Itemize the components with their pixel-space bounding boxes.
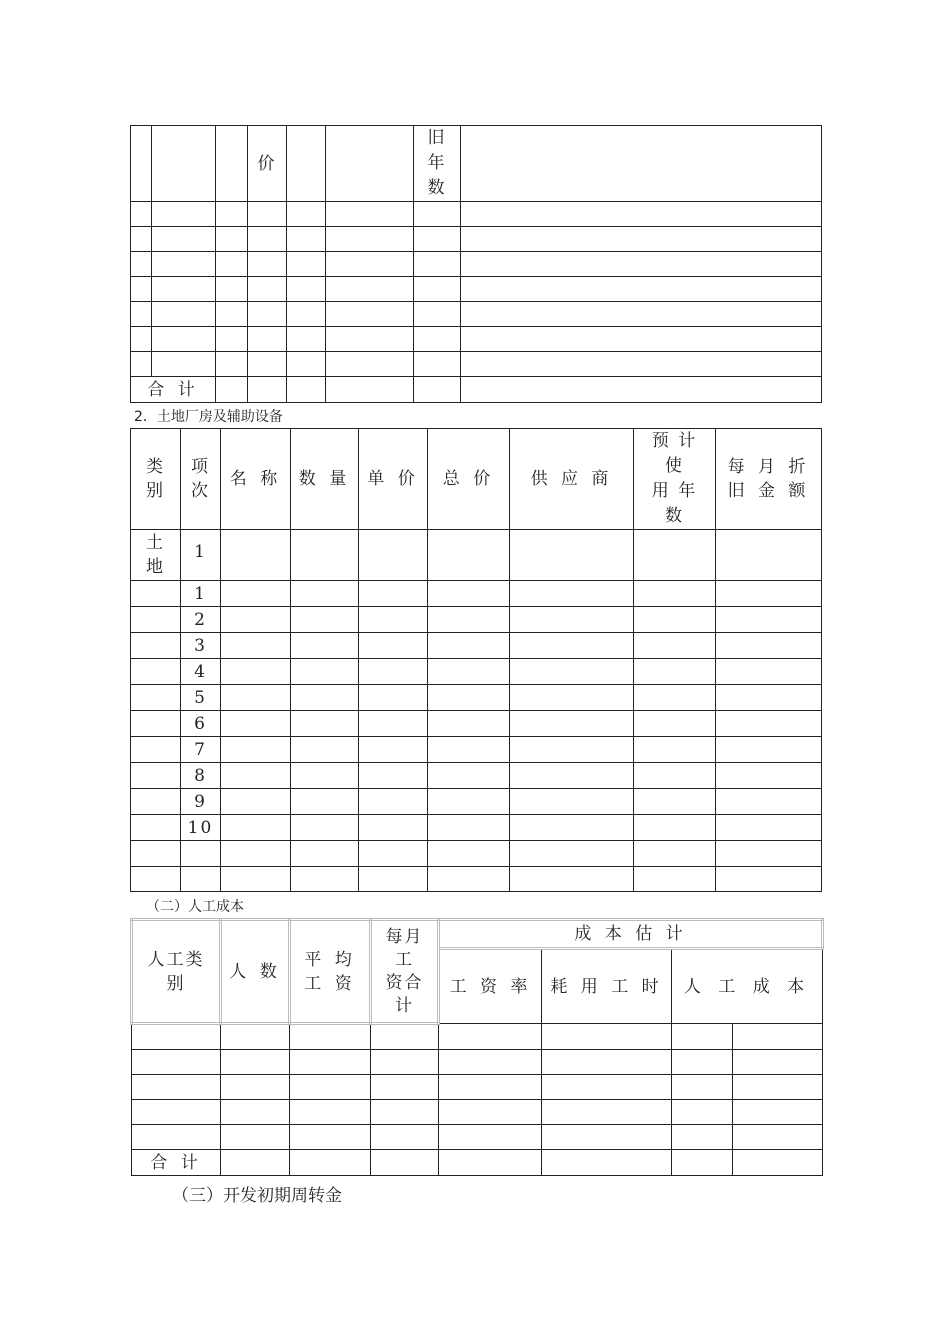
item-no: 9 bbox=[181, 789, 221, 815]
total-label: 合 计 bbox=[131, 377, 216, 403]
land-label: 土 地 bbox=[131, 530, 181, 581]
table-row bbox=[131, 685, 822, 711]
table-row bbox=[131, 841, 822, 867]
header-quantity: 数 量 bbox=[291, 429, 359, 530]
header-supplier: 供 应 商 bbox=[510, 429, 634, 530]
header-labor-category: 人工类 别 bbox=[132, 920, 221, 1024]
table-row bbox=[131, 737, 822, 763]
table-row bbox=[131, 763, 822, 789]
header-category: 类 别 bbox=[131, 429, 181, 530]
table2-header-row bbox=[131, 429, 822, 530]
section-title-labor-cost: （二）人工成本 bbox=[146, 899, 244, 915]
header-name: 名 称 bbox=[221, 429, 291, 530]
table-row bbox=[131, 352, 822, 377]
table-row bbox=[132, 1125, 823, 1150]
table-row bbox=[131, 607, 822, 633]
item-no bbox=[181, 867, 221, 892]
depreciation-table-continued bbox=[130, 125, 822, 403]
table3-total-row bbox=[132, 1150, 823, 1176]
item-no: 5 bbox=[181, 685, 221, 711]
item-no: 6 bbox=[181, 711, 221, 737]
item-no: 1 bbox=[181, 581, 221, 607]
table-row bbox=[132, 1050, 823, 1075]
table1-header-row bbox=[131, 126, 822, 202]
table-row bbox=[131, 202, 822, 227]
table-row bbox=[131, 581, 822, 607]
table-row bbox=[131, 252, 822, 277]
header-monthly-wage-total: 每月 工 资合 计 bbox=[371, 920, 439, 1024]
header-item-no: 项 次 bbox=[181, 429, 221, 530]
header-cost-estimate: 成 本 估 计 bbox=[439, 920, 823, 949]
header-average-wage: 平 均 工 资 bbox=[290, 920, 371, 1024]
header-hours-used: 耗 用 工 时 bbox=[542, 949, 672, 1024]
header-monthly-depreciation: 每 月 折 旧 金 额 bbox=[716, 429, 822, 530]
header-wage-rate: 工 资 率 bbox=[439, 949, 542, 1024]
section-title-working-capital: （三）开发初期周转金 bbox=[172, 1186, 342, 1206]
table-row bbox=[131, 867, 822, 892]
table-row bbox=[131, 227, 822, 252]
dep-years-header: 旧 年 数 bbox=[414, 126, 461, 202]
total-label: 合 计 bbox=[132, 1150, 221, 1176]
section-title-land-buildings: 2．土地厂房及辅助设备 bbox=[134, 409, 283, 425]
table-row bbox=[132, 1100, 823, 1125]
table-row bbox=[131, 815, 822, 841]
header-unit-price: 单 价 bbox=[359, 429, 428, 530]
table-row bbox=[131, 277, 822, 302]
item-no: 10 bbox=[181, 815, 221, 841]
header-headcount: 人 数 bbox=[221, 920, 290, 1024]
table-row bbox=[131, 711, 822, 737]
table-row bbox=[131, 659, 822, 685]
item-no: 7 bbox=[181, 737, 221, 763]
item-no: 3 bbox=[181, 633, 221, 659]
table-row bbox=[131, 789, 822, 815]
table-row bbox=[131, 633, 822, 659]
item-no: 2 bbox=[181, 607, 221, 633]
labor-cost-table bbox=[130, 918, 824, 1176]
header-total-price: 总 价 bbox=[428, 429, 510, 530]
land-item-no: 1 bbox=[181, 530, 221, 581]
item-no: 8 bbox=[181, 763, 221, 789]
land-row bbox=[131, 530, 822, 581]
table3-header-row-1 bbox=[132, 920, 823, 949]
table1-total-row bbox=[131, 377, 822, 403]
price-header: 价 bbox=[248, 126, 287, 202]
item-no: 4 bbox=[181, 659, 221, 685]
header-useful-life: 预 计 使 用 年 数 bbox=[634, 429, 716, 530]
land-building-equipment-table bbox=[130, 428, 822, 892]
table-row bbox=[132, 1024, 823, 1050]
header-labor-cost: 人 工 成 本 bbox=[672, 949, 823, 1024]
item-no bbox=[181, 841, 221, 867]
table-row bbox=[132, 1075, 823, 1100]
table-row bbox=[131, 327, 822, 352]
table-row bbox=[131, 302, 822, 327]
